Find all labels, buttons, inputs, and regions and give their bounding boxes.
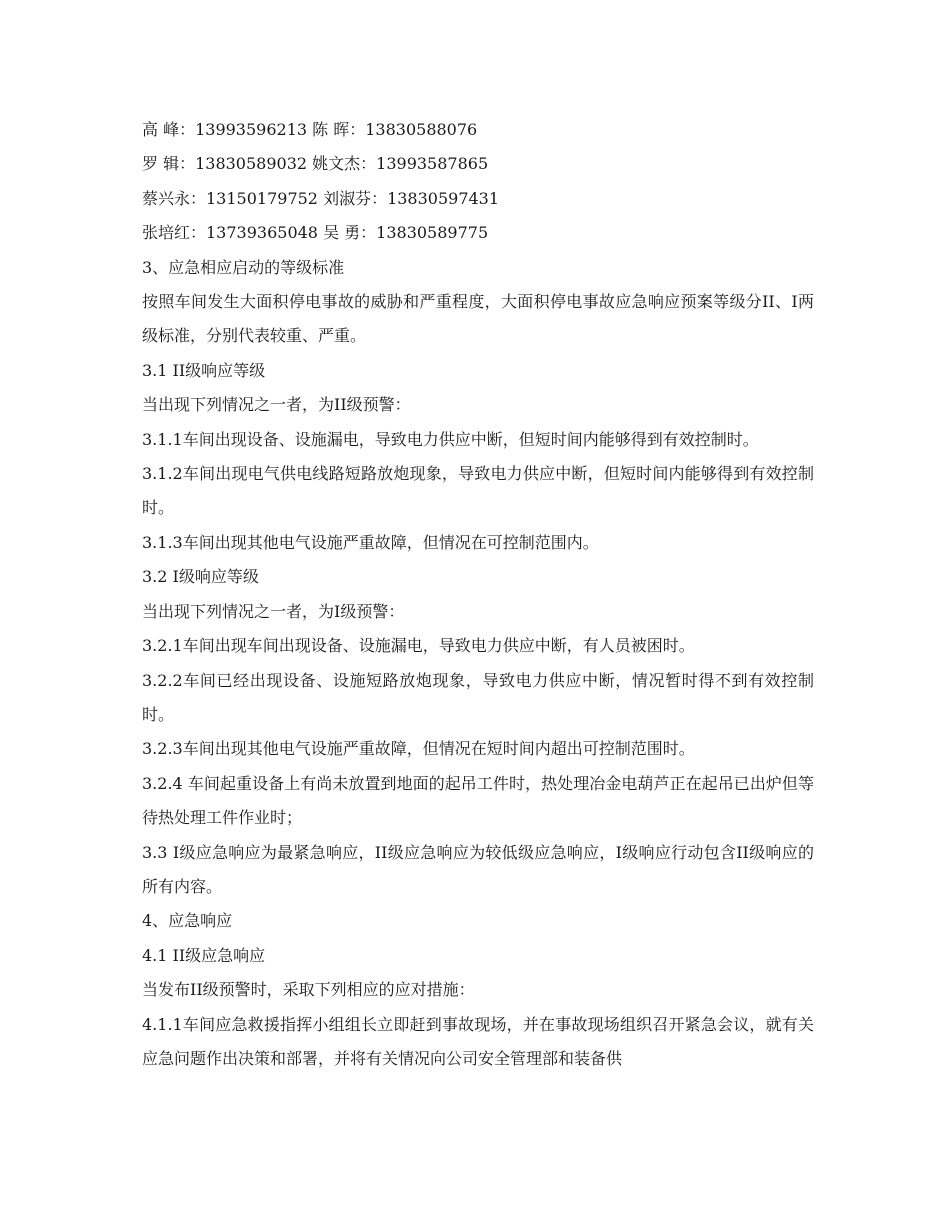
list-item: 3.2.4 车间起重设备上有尚未放置到地面的起吊工件时，热处理冶金电葫芦正在起吊已出炉但等待热处理工件作业时； (142, 773, 814, 828)
contact-line: 高 峰：13993596213 陈 晖：13830588076 (142, 120, 478, 139)
section-heading: 3.1 II级响应等级 (142, 360, 266, 380)
section-heading: 4、应急响应 (142, 911, 233, 931)
list-item: 3.2.3车间出现其他电气设施严重故障，但情况在短时间内超出可控制范围时。 (142, 739, 695, 759)
section-heading: 4.1 II级应急响应 (142, 945, 266, 965)
paragraph: 3.3 I级应急响应为最紧急响应，II级应急响应为较低级应急响应，I级响应行动包含II级响应的所有内容。 (142, 842, 814, 896)
contact-line: 蔡兴永：13150179752 刘淑芬：13830597431 (142, 188, 500, 208)
paragraph: 当发布II级预警时，采取下列相应的应对措施： (142, 980, 475, 1000)
list-item: 3.2.2车间已经出现设备、设施短路放炮现象，导致电力供应中断，情况暂时得不到有效控制时。 (142, 670, 814, 724)
paragraph: 当出现下列情况之一者，为II级预警： (142, 395, 411, 415)
list-item: 3.1.3车间出现其他电气设施严重故障，但情况在可控制范围内。 (142, 532, 599, 552)
list-item: 3.2.1车间出现车间出现设备、设施漏电，导致电力供应中断，有人员被困时。 (142, 636, 695, 656)
paragraph: 当出现下列情况之一者，为I级预警： (142, 601, 405, 621)
list-item: 4.1.1车间应急救援指挥小组组长立即赶到事故现场，并在事故现场组织召开紧急会议，就有关应急问题作出决策和部署，并将有关情况向公司安全管理部和装备供 (142, 1014, 814, 1068)
contact-line: 罗 辑：13830589032 姚文杰：13993587865 (142, 154, 489, 174)
paragraph: 按照车间发生大面积停电事故的威胁和严重程度，大面积停电事故应急响应预案等级分II、I两级标准，分别代表较重、严重。 (142, 292, 814, 346)
contact-line: 张培红：13739365048 吴 勇：13830589775 (142, 223, 489, 243)
list-item: 3.1.1车间出现设备、设施漏电，导致电力供应中断，但短时间内能够得到有效控制时。 (142, 429, 759, 449)
section-heading: 3.2 I级响应等级 (142, 567, 259, 587)
document-body (142, 113, 814, 1076)
section-heading: 3、应急相应启动的等级标准 (142, 257, 345, 277)
list-item: 3.1.2车间出现电气供电线路短路放炮现象，导致电力供应中断，但短时间内能够得到有效控制时。 (142, 464, 814, 518)
